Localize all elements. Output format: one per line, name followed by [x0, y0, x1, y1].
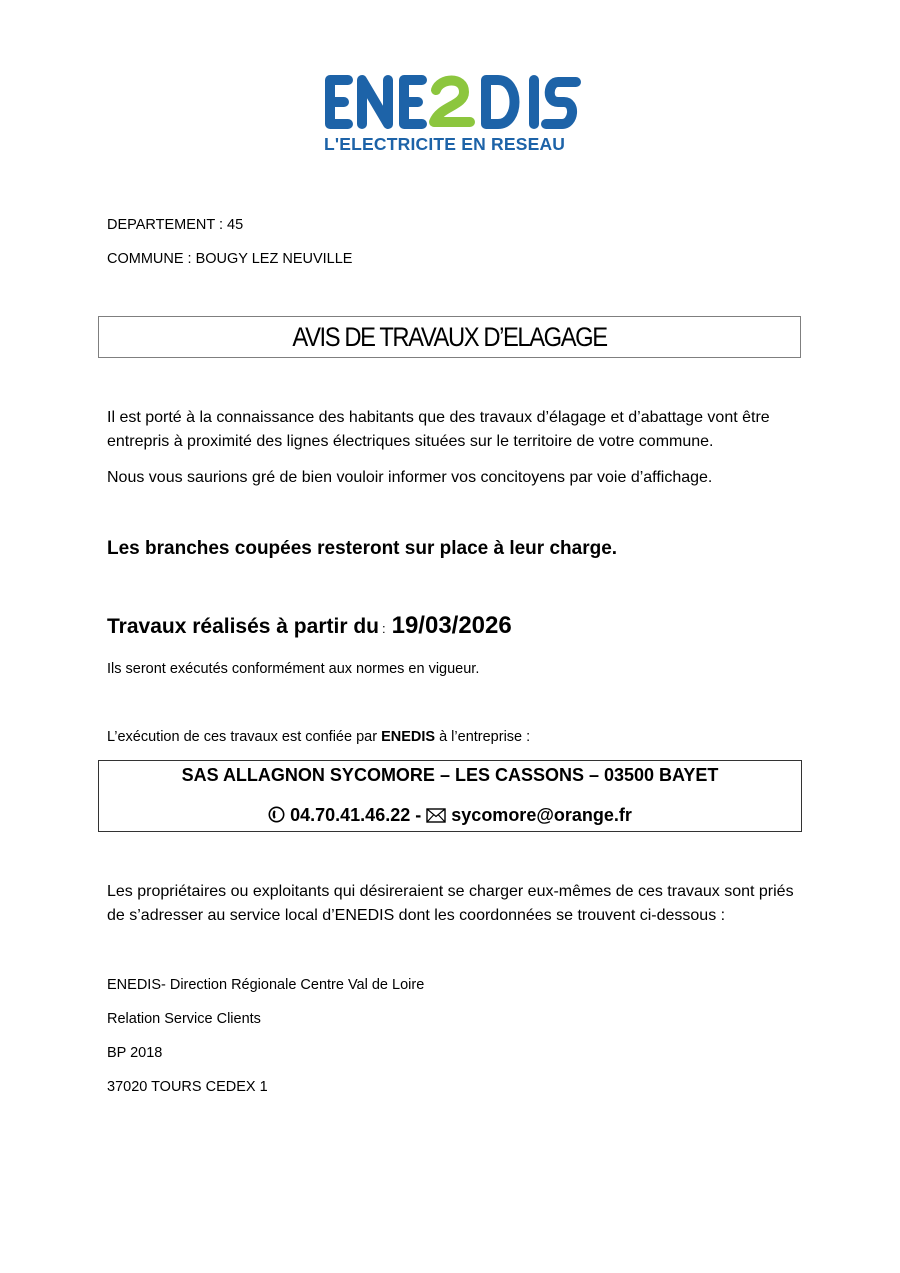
execution-line	[107, 728, 530, 746]
address-line-1: ENEDIS- Direction Régionale Centre Val de Loire	[107, 977, 425, 993]
intro-paragraph-2: Nous vous saurions gré de bien vouloir informer vos concitoyens par voie d’affichage.	[107, 469, 713, 486]
contractor-name: SAS ALLAGNON SYCOMORE – LES CASSONS – 03500 BAYET	[181, 765, 719, 785]
branches-notice: Les branches coupées resteront sur place à leur charge.	[107, 538, 618, 559]
contact-dash: -	[415, 805, 422, 825]
address-line-4: 37020 TOURS CEDEX 1	[107, 1079, 268, 1095]
works-start-label: Travaux réalisés à partir du	[107, 615, 379, 638]
enedis-logo	[322, 72, 582, 160]
execution-prefix: L’exécution de ces travaux est confiée par	[107, 729, 382, 745]
logo-tagline: L'ELECTRICITE EN RESEAU	[324, 134, 566, 154]
intro-paragraph-1: Il est porté à la connaissance des habitants que des travaux d’élagage et d’abattage vont être entrepris à proximité des lignes électriques situées sur le territoire de votre commune.	[107, 409, 770, 450]
owners-notice: Les propriétaires ou exploitants qui désireraient se charger eux-mêmes de ces travaux sont priés de s’adresser au service local d’ENEDIS dont les coordonnées se trouvent ci-dessous :	[107, 883, 794, 924]
norms-note: Ils seront exécutés conformément aux normes en vigueur.	[107, 661, 480, 677]
works-start-line	[107, 612, 512, 640]
address-line-2: Relation Service Clients	[107, 1011, 261, 1027]
title-box	[98, 316, 801, 358]
contractor-box	[98, 760, 802, 832]
works-start-date: 19/03/2026	[391, 612, 512, 639]
address-line-3: BP 2018	[107, 1045, 163, 1061]
phone-icon	[268, 806, 285, 828]
execution-suffix: à l’entreprise :	[435, 729, 531, 745]
departement-line: DEPARTEMENT : 45	[107, 217, 244, 233]
contractor-phone: 04.70.41.46.22	[290, 805, 411, 825]
works-start-separator: :	[381, 621, 386, 636]
contractor-email[interactable]: sycomore@orange.fr	[451, 805, 632, 825]
commune-line: COMMUNE : BOUGY LEZ NEUVILLE	[107, 251, 353, 267]
execution-company: ENEDIS	[381, 729, 436, 745]
envelope-icon	[426, 807, 446, 828]
contractor-contact	[99, 805, 801, 828]
page-title: AVIS DE TRAVAUX D’ELAGAGE	[292, 321, 607, 352]
